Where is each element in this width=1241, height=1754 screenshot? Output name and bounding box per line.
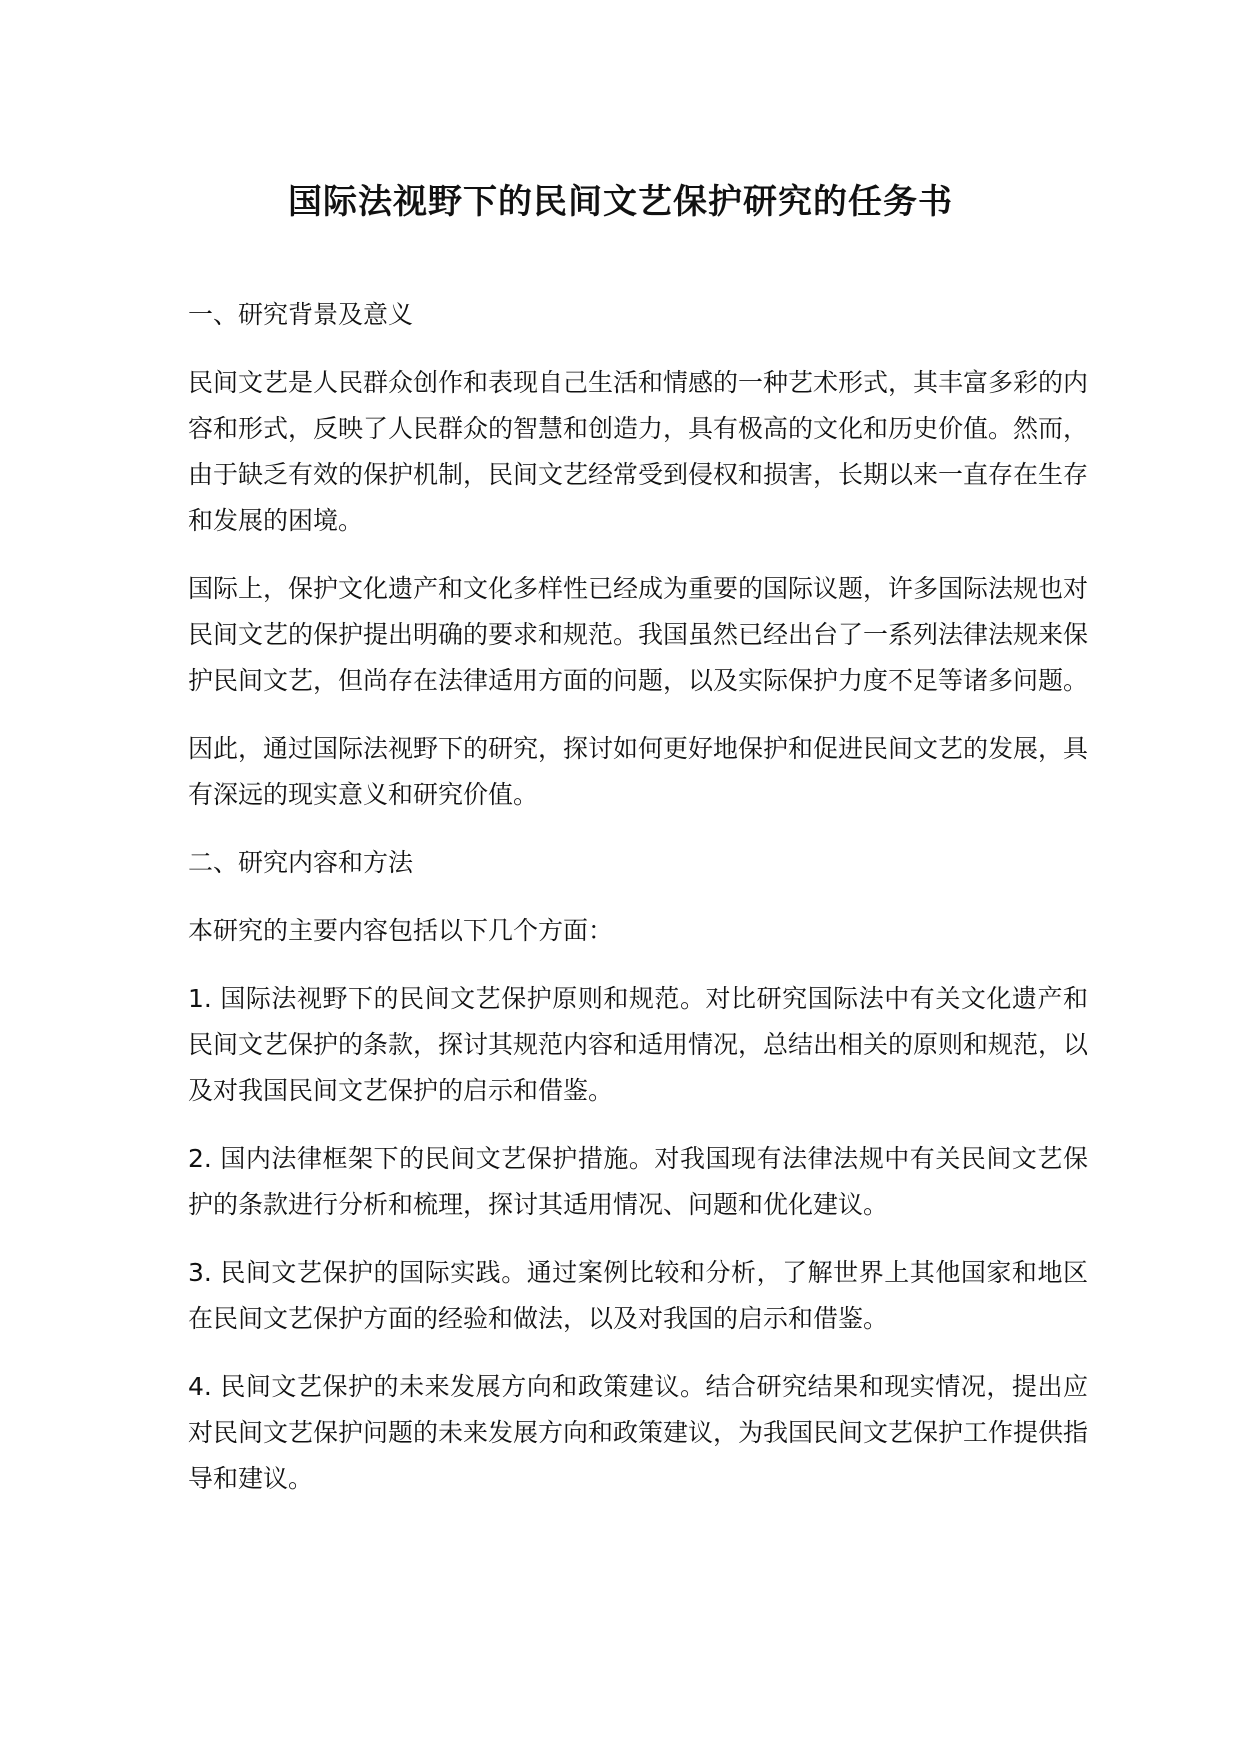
paragraph: 本研究的主要内容包括以下几个方面： xyxy=(188,916,614,945)
document-body xyxy=(188,292,1088,1524)
section-content-methods xyxy=(188,840,1088,1502)
list-item: 2. 国内法律框架下的民间文艺保护措施。对我国现有法律法规中有关民间文艺保护的条款进行分析和梳理，探讨其适用情况、问题和优化建议。 xyxy=(188,1144,1088,1219)
paragraph: 因此，通过国际法视野下的研究，探讨如何更好地保护和促进民间文艺的发展，具有深远的现实意义和研究价值。 xyxy=(188,734,1089,809)
section-heading: 二、研究内容和方法 xyxy=(188,848,414,877)
list-item: 4. 民间文艺保护的未来发展方向和政策建议。结合研究结果和现实情况，提出应对民间文艺保护问题的未来发展方向和政策建议，为我国民间文艺保护工作提供指导和建议。 xyxy=(188,1372,1089,1493)
list-item: 3. 民间文艺保护的国际实践。通过案例比较和分析，了解世界上其他国家和地区在民间文艺保护方面的经验和做法，以及对我国的启示和借鉴。 xyxy=(188,1258,1088,1333)
section-heading: 一、研究背景及意义 xyxy=(188,300,414,329)
section-background xyxy=(188,292,1088,818)
paragraph: 国际上，保护文化遗产和文化多样性已经成为重要的国际议题，许多国际法规也对民间文艺的保护提出明确的要求和规范。我国虽然已经出台了一系列法律法规来保护民间文艺，但尚存在法律适用方面的问题，以及实际保护力度不足等诸多问题。 xyxy=(188,574,1089,695)
list-item: 1. 国际法视野下的民间文艺保护原则和规范。对比研究国际法中有关文化遗产和民间文艺保护的条款，探讨其规范内容和适用情况，总结出相关的原则和规范，以及对我国民间文艺保护的启示和借鉴。 xyxy=(188,984,1089,1105)
document-title: 国际法视野下的民间文艺保护研究的任务书 xyxy=(288,182,953,222)
paragraph: 民间文艺是人民群众创作和表现自己生活和情感的一种艺术形式，其丰富多彩的内容和形式，反映了人民群众的智慧和创造力，具有极高的文化和历史价值。然而，由于缺乏有效的保护机制，民间文艺经常受到侵权和损害，长期以来一直存在生存和发展的困境。 xyxy=(188,368,1089,535)
